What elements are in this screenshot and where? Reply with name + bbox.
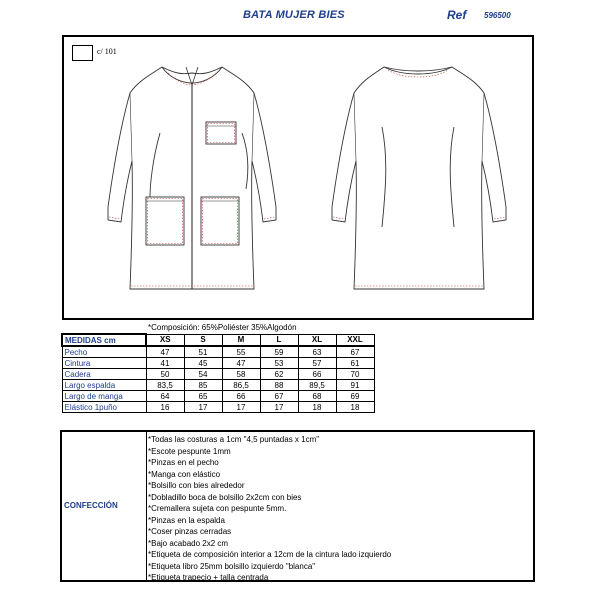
list-item: *Pinzas en la espalda <box>148 515 225 525</box>
cell: 41 <box>146 358 184 369</box>
cell: 50 <box>146 369 184 380</box>
row-label-cadera: Cadera <box>62 369 146 380</box>
cell: 65 <box>184 391 222 402</box>
garment-drawing-frame <box>62 35 534 320</box>
cell: 61 <box>336 358 374 369</box>
cell: 55 <box>222 346 260 358</box>
cell: 91 <box>336 380 374 391</box>
cell: 89,5 <box>298 380 336 391</box>
row-label-pecho: Pecho <box>62 346 146 358</box>
row-label-largo-espalda: Largo espalda <box>62 380 146 391</box>
cell: 86,5 <box>222 380 260 391</box>
confeccion-section <box>60 430 535 582</box>
cell: 54 <box>184 369 222 380</box>
list-item: *Coser pinzas cerradas <box>148 527 232 536</box>
list-item: *Bolsillo con bies alrededor <box>148 481 245 490</box>
list-item: *Etiqueta trapecio + talla centrada <box>148 573 269 582</box>
measurements-header-label: MEDIDAS cm <box>62 334 146 346</box>
size-xl: XL <box>298 334 336 346</box>
ref-label: Ref <box>447 8 467 22</box>
cell: 66 <box>298 369 336 380</box>
row-label-cintura: Cintura <box>62 358 146 369</box>
list-item: *Dobladillo boca de bolsillo 2x2cm con bies <box>148 492 302 502</box>
size-s: S <box>184 334 222 346</box>
table-row <box>62 380 374 391</box>
back-dart-left <box>382 127 386 227</box>
table-row <box>62 358 374 369</box>
row-label-largo-manga: Largo de manga <box>62 391 146 402</box>
cell: 58 <box>222 369 260 380</box>
confeccion-label: CONFECCIÓN <box>64 501 118 510</box>
front-dart-left <box>150 133 160 197</box>
cell: 67 <box>336 346 374 358</box>
cell: 16 <box>146 402 184 413</box>
cell: 17 <box>260 402 298 413</box>
list-item: *Escote pespunte 1mm <box>148 446 231 456</box>
right-lower-pocket <box>201 197 239 245</box>
list-item: *Todas las costuras a 1cm "4,5 puntadas x 1cm" <box>148 435 320 444</box>
cell: 83,5 <box>146 380 184 391</box>
cell: 51 <box>184 346 222 358</box>
cell: 45 <box>184 358 222 369</box>
back-view <box>332 67 506 289</box>
left-lower-pocket <box>146 197 184 245</box>
ref-value: 596500 <box>484 11 511 20</box>
size-xxl: XXL <box>336 334 374 346</box>
garment-sketch <box>64 37 532 318</box>
list-item: *Pinzas en el pecho <box>148 458 219 467</box>
table-row <box>62 402 374 413</box>
confeccion-list <box>148 434 391 584</box>
cell: 59 <box>260 346 298 358</box>
size-xs: XS <box>146 334 184 346</box>
cell: 88 <box>260 380 298 391</box>
cell: 62 <box>260 369 298 380</box>
cell: 63 <box>298 346 336 358</box>
cell: 47 <box>222 358 260 369</box>
cell: 17 <box>222 402 260 413</box>
front-dart-right <box>242 133 248 189</box>
measurements-header-row <box>62 334 374 346</box>
measurements-table <box>61 333 375 413</box>
list-item: *Etiqueta libro 25mm bolsillo izquierdo "blanca" <box>148 561 316 571</box>
cell: 17 <box>184 402 222 413</box>
table-row <box>62 391 374 402</box>
list-item: *Bajo acabado 2x2 cm <box>148 538 229 548</box>
cell: 47 <box>146 346 184 358</box>
cell: 18 <box>336 402 374 413</box>
list-item: *Cremallera sujeta con pespunte 5mm. <box>148 504 287 513</box>
cell: 69 <box>336 391 374 402</box>
list-item: *Etiqueta de composición interior a 12cm de la cintura lado izquierdo <box>148 550 392 559</box>
table-row <box>62 346 374 358</box>
cell: 85 <box>184 380 222 391</box>
cell: 68 <box>298 391 336 402</box>
chest-pocket <box>206 122 236 144</box>
color-code-label: c/ 101 <box>97 47 117 56</box>
cell: 67 <box>260 391 298 402</box>
list-item: *Manga con elástico <box>148 469 221 479</box>
front-view <box>108 67 276 289</box>
cell: 66 <box>222 391 260 402</box>
back-dart-right <box>450 127 454 227</box>
back-outline <box>332 67 506 289</box>
cell: 70 <box>336 369 374 380</box>
document-title: BATA MUJER BIES <box>243 9 345 21</box>
cell: 57 <box>298 358 336 369</box>
size-m: M <box>222 334 260 346</box>
confeccion-divider <box>146 432 147 580</box>
cell: 64 <box>146 391 184 402</box>
table-row <box>62 369 374 380</box>
composition-text: *Composición: 65%Poliéster 35%Algodón <box>148 323 297 332</box>
cell: 53 <box>260 358 298 369</box>
size-l: L <box>260 334 298 346</box>
back-stitching <box>333 70 505 286</box>
cell: 18 <box>298 402 336 413</box>
row-label-elastico-puno: Elástico 1puño <box>62 402 146 413</box>
front-neckline <box>162 67 222 83</box>
